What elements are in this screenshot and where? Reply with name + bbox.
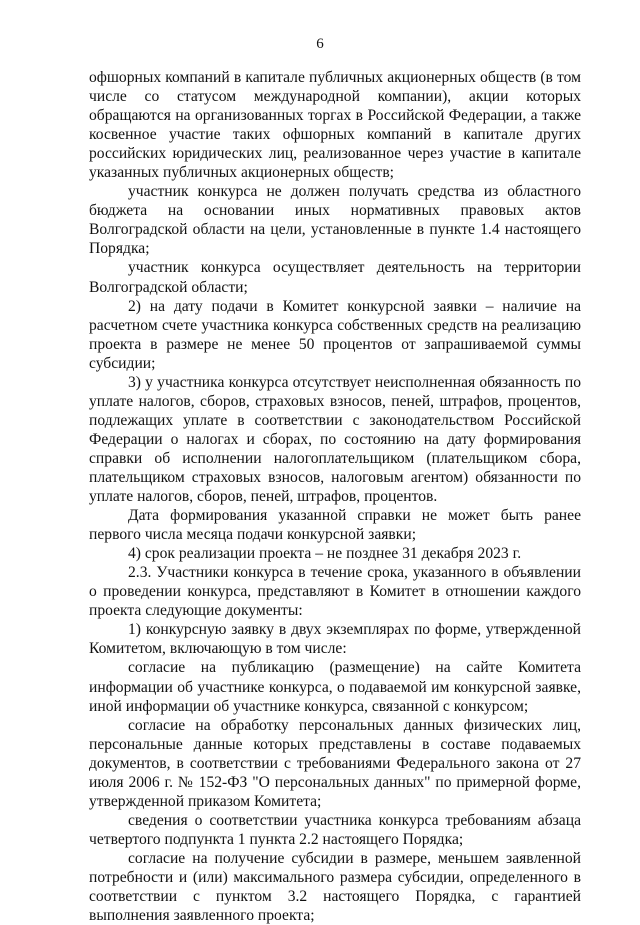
paragraph-certificate-date: Дата формирования указанной справки не может быть ранее первого числа месяца подачи конкурсной заявки; — [89, 507, 581, 544]
paragraph-publication-consent: согласие на публикацию (размещение) на сайте Комитета информации об участнике конкурса, о подаваемой им конкурсной заявке, иной информации об участнике конкурса, связанной с конкурсом; — [89, 659, 581, 715]
paragraph-section-2-3: 2.3. Участники конкурса в течение срока, указанного в объявлении о проведении конкурса, представляют в Комитет в отношении каждого проекта следующие документы: — [89, 564, 581, 620]
document-body — [89, 68, 581, 925]
paragraph-compliance-info: сведения о соответствии участника конкурса требованиям абзаца четвертого подпункта 1 пункта 2.2 настоящего Порядка; — [89, 811, 581, 848]
paragraph-personal-data-consent: согласие на обработку персональных данных физических лиц, персональные данные которых представлены в составе подаваемых документов, в соответствии с требованиями Федерального закона от 27 июля 2006 г. № 152-ФЗ "О персональных данных" по примерной форме, утвержденной приказом Комитета; — [89, 716, 581, 810]
paragraph-territory: участник конкурса осуществляет деятельность на территории Волгоградской области; — [89, 259, 581, 296]
paragraph-tax-obligations: 3) у участника конкурса отсутствует неисполненная обязанность по уплате налогов, сборов, страховых взносов, пеней, штрафов, процентов, подлежащих уплате в соответствии с законодательством Российской Федерации о налогах и сборах, по состоянию на дату формирования справки об исполнении налогоплательщиком (плательщиком сбора, плательщиком страховых взносов, налоговым агентом) обязанности по уплате налогов, сборов, пеней, штрафов, процентов. — [89, 373, 581, 506]
paragraph-reduced-subsidy-consent: согласие на получение субсидии в размере, меньшем заявленной потребности и (или) максимального размера субсидии, определенного в соответствии с пунктом 3.2 настоящего Порядка, с гарантией выполнения заявленного проекта; — [89, 849, 581, 925]
page-number: 6 — [316, 36, 324, 52]
paragraph-offshore-continuation: офшорных компаний в капитале публичных акционерных обществ (в том числе со статусом международной компании), акции которых обращаются на организованных торгах в Российской Федерации, а также косвенное участие таких офшорных компаний в капитале других российских юридических лиц, реализованное через участие в капитале указанных публичных акционерных обществ; — [89, 69, 581, 182]
paragraph-own-funds: 2) на дату подачи в Комитет конкурсной заявки – наличие на расчетном счете участника конкурса собственных средств на реализацию проекта в размере не менее 50 процентов от запрашиваемой суммы субсидии; — [89, 297, 581, 372]
paragraph-application-form: 1) конкурсную заявку в двух экземплярах по форме, утвержденной Комитетом, включающую в том числе: — [89, 621, 581, 658]
paragraph-no-regional-funding: участник конкурса не должен получать средства из областного бюджета на основании иных нормативных правовых актов Волгоградской области на цели, установленные в пункте 1.4 настоящего Порядка; — [89, 183, 581, 258]
paragraph-project-deadline: 4) срок реализации проекта – не позднее 31 декабря 2023 г. — [128, 545, 522, 563]
